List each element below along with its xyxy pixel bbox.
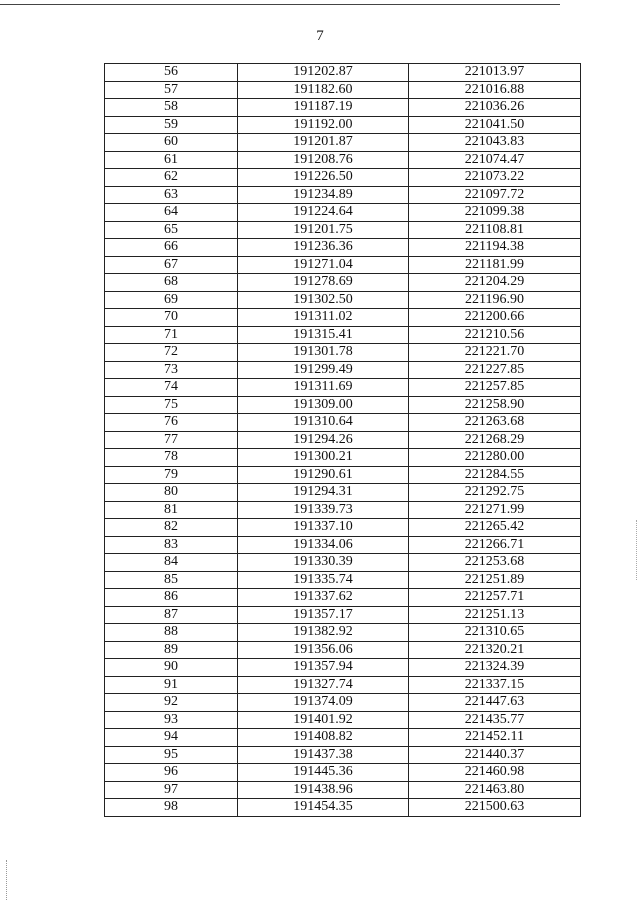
point-number-cell: 94 <box>105 729 238 747</box>
y-coordinate-cell: 221263.68 <box>409 414 581 432</box>
x-coordinate-cell: 191201.75 <box>238 221 409 239</box>
table-row <box>105 746 581 764</box>
x-coordinate-cell: 191201.87 <box>238 134 409 152</box>
y-coordinate-cell: 221500.63 <box>409 799 581 817</box>
point-number-cell: 65 <box>105 221 238 239</box>
y-coordinate-cell: 221320.21 <box>409 641 581 659</box>
y-coordinate-cell: 221227.85 <box>409 361 581 379</box>
point-number-cell: 89 <box>105 641 238 659</box>
point-number-cell: 77 <box>105 431 238 449</box>
x-coordinate-cell: 191401.92 <box>238 711 409 729</box>
table-row <box>105 711 581 729</box>
y-coordinate-cell: 221253.68 <box>409 554 581 572</box>
x-coordinate-cell: 191330.39 <box>238 554 409 572</box>
point-number-cell: 92 <box>105 694 238 712</box>
y-coordinate-cell: 221337.15 <box>409 676 581 694</box>
y-coordinate-cell: 221257.71 <box>409 589 581 607</box>
x-coordinate-cell: 191302.50 <box>238 291 409 309</box>
y-coordinate-cell: 221074.47 <box>409 151 581 169</box>
table-row <box>105 81 581 99</box>
table-row <box>105 519 581 537</box>
table-row <box>105 694 581 712</box>
point-number-cell: 61 <box>105 151 238 169</box>
y-coordinate-cell: 221097.72 <box>409 186 581 204</box>
margin-mark <box>6 860 8 900</box>
y-coordinate-cell: 221266.71 <box>409 536 581 554</box>
x-coordinate-cell: 191309.00 <box>238 396 409 414</box>
y-coordinate-cell: 221258.90 <box>409 396 581 414</box>
point-number-cell: 83 <box>105 536 238 554</box>
x-coordinate-cell: 191454.35 <box>238 799 409 817</box>
y-coordinate-cell: 221447.63 <box>409 694 581 712</box>
table-row <box>105 326 581 344</box>
table-row <box>105 659 581 677</box>
point-number-cell: 59 <box>105 116 238 134</box>
point-number-cell: 64 <box>105 204 238 222</box>
y-coordinate-cell: 221099.38 <box>409 204 581 222</box>
point-number-cell: 90 <box>105 659 238 677</box>
point-number-cell: 98 <box>105 799 238 817</box>
table-row <box>105 169 581 187</box>
table-row <box>105 501 581 519</box>
x-coordinate-cell: 191301.78 <box>238 344 409 362</box>
point-number-cell: 85 <box>105 571 238 589</box>
x-coordinate-cell: 191337.62 <box>238 589 409 607</box>
x-coordinate-cell: 191294.31 <box>238 484 409 502</box>
y-coordinate-cell: 221181.99 <box>409 256 581 274</box>
point-number-cell: 95 <box>105 746 238 764</box>
point-number-cell: 66 <box>105 239 238 257</box>
point-number-cell: 75 <box>105 396 238 414</box>
x-coordinate-cell: 191437.38 <box>238 746 409 764</box>
table-row <box>105 309 581 327</box>
table-row <box>105 134 581 152</box>
table-row <box>105 466 581 484</box>
table-row <box>105 291 581 309</box>
table-row <box>105 799 581 817</box>
y-coordinate-cell: 221292.75 <box>409 484 581 502</box>
point-number-cell: 93 <box>105 711 238 729</box>
table-row <box>105 116 581 134</box>
page-number: 7 <box>316 28 324 44</box>
y-coordinate-cell: 221036.26 <box>409 99 581 117</box>
point-number-cell: 57 <box>105 81 238 99</box>
table-row <box>105 431 581 449</box>
x-coordinate-cell: 191357.17 <box>238 606 409 624</box>
table-row <box>105 396 581 414</box>
point-number-cell: 79 <box>105 466 238 484</box>
y-coordinate-cell: 221463.80 <box>409 781 581 799</box>
point-number-cell: 67 <box>105 256 238 274</box>
y-coordinate-cell: 221108.81 <box>409 221 581 239</box>
x-coordinate-cell: 191311.69 <box>238 379 409 397</box>
table-row <box>105 344 581 362</box>
table-row <box>105 151 581 169</box>
point-number-cell: 88 <box>105 624 238 642</box>
point-number-cell: 86 <box>105 589 238 607</box>
x-coordinate-cell: 191311.02 <box>238 309 409 327</box>
x-coordinate-cell: 191335.74 <box>238 571 409 589</box>
table-row <box>105 361 581 379</box>
table-row <box>105 606 581 624</box>
x-coordinate-cell: 191300.21 <box>238 449 409 467</box>
y-coordinate-cell: 221210.56 <box>409 326 581 344</box>
point-number-cell: 71 <box>105 326 238 344</box>
y-coordinate-cell: 221073.22 <box>409 169 581 187</box>
x-coordinate-cell: 191357.94 <box>238 659 409 677</box>
table-row <box>105 221 581 239</box>
point-number-cell: 70 <box>105 309 238 327</box>
x-coordinate-cell: 191327.74 <box>238 676 409 694</box>
table-row <box>105 414 581 432</box>
point-number-cell: 96 <box>105 764 238 782</box>
y-coordinate-cell: 221280.00 <box>409 449 581 467</box>
point-number-cell: 69 <box>105 291 238 309</box>
x-coordinate-cell: 191224.64 <box>238 204 409 222</box>
y-coordinate-cell: 221041.50 <box>409 116 581 134</box>
point-number-cell: 72 <box>105 344 238 362</box>
x-coordinate-cell: 191208.76 <box>238 151 409 169</box>
x-coordinate-cell: 191337.10 <box>238 519 409 537</box>
margin-mark-right <box>636 520 638 580</box>
x-coordinate-cell: 191356.06 <box>238 641 409 659</box>
table-row <box>105 554 581 572</box>
x-coordinate-cell: 191310.64 <box>238 414 409 432</box>
y-coordinate-cell: 221284.55 <box>409 466 581 484</box>
x-coordinate-cell: 191294.26 <box>238 431 409 449</box>
table-row <box>105 764 581 782</box>
y-coordinate-cell: 221221.70 <box>409 344 581 362</box>
table-row <box>105 256 581 274</box>
table-row <box>105 186 581 204</box>
x-coordinate-cell: 191382.92 <box>238 624 409 642</box>
x-coordinate-cell: 191271.04 <box>238 256 409 274</box>
point-number-cell: 63 <box>105 186 238 204</box>
x-coordinate-cell: 191192.00 <box>238 116 409 134</box>
table-row <box>105 624 581 642</box>
y-coordinate-cell: 221016.88 <box>409 81 581 99</box>
table-row <box>105 99 581 117</box>
point-number-cell: 73 <box>105 361 238 379</box>
point-number-cell: 97 <box>105 781 238 799</box>
y-coordinate-cell: 221460.98 <box>409 764 581 782</box>
table-row <box>105 239 581 257</box>
y-coordinate-cell: 221324.39 <box>409 659 581 677</box>
point-number-cell: 58 <box>105 99 238 117</box>
table-row <box>105 64 581 82</box>
x-coordinate-cell: 191299.49 <box>238 361 409 379</box>
point-number-cell: 84 <box>105 554 238 572</box>
y-coordinate-cell: 221257.85 <box>409 379 581 397</box>
table-row <box>105 571 581 589</box>
x-coordinate-cell: 191374.09 <box>238 694 409 712</box>
x-coordinate-cell: 191187.19 <box>238 99 409 117</box>
y-coordinate-cell: 221265.42 <box>409 519 581 537</box>
y-coordinate-cell: 221251.13 <box>409 606 581 624</box>
x-coordinate-cell: 191202.87 <box>238 64 409 82</box>
table-row <box>105 379 581 397</box>
table-row <box>105 781 581 799</box>
x-coordinate-cell: 191182.60 <box>238 81 409 99</box>
y-coordinate-cell: 221043.83 <box>409 134 581 152</box>
coordinates-table <box>104 63 581 817</box>
point-number-cell: 60 <box>105 134 238 152</box>
point-number-cell: 76 <box>105 414 238 432</box>
x-coordinate-cell: 191278.69 <box>238 274 409 292</box>
y-coordinate-cell: 221013.97 <box>409 64 581 82</box>
y-coordinate-cell: 221251.89 <box>409 571 581 589</box>
x-coordinate-cell: 191445.36 <box>238 764 409 782</box>
x-coordinate-cell: 191408.82 <box>238 729 409 747</box>
y-coordinate-cell: 221271.99 <box>409 501 581 519</box>
point-number-cell: 74 <box>105 379 238 397</box>
x-coordinate-cell: 191290.61 <box>238 466 409 484</box>
table-row <box>105 676 581 694</box>
point-number-cell: 56 <box>105 64 238 82</box>
y-coordinate-cell: 221194.38 <box>409 239 581 257</box>
table-row <box>105 449 581 467</box>
y-coordinate-cell: 221435.77 <box>409 711 581 729</box>
y-coordinate-cell: 221452.11 <box>409 729 581 747</box>
table-row <box>105 274 581 292</box>
x-coordinate-cell: 191334.06 <box>238 536 409 554</box>
x-coordinate-cell: 191234.89 <box>238 186 409 204</box>
point-number-cell: 91 <box>105 676 238 694</box>
table-row <box>105 641 581 659</box>
point-number-cell: 62 <box>105 169 238 187</box>
x-coordinate-cell: 191339.73 <box>238 501 409 519</box>
x-coordinate-cell: 191438.96 <box>238 781 409 799</box>
table-row <box>105 589 581 607</box>
point-number-cell: 82 <box>105 519 238 537</box>
point-number-cell: 81 <box>105 501 238 519</box>
y-coordinate-cell: 221196.90 <box>409 291 581 309</box>
table-row <box>105 536 581 554</box>
table-body <box>105 64 581 817</box>
table-row <box>105 729 581 747</box>
x-coordinate-cell: 191226.50 <box>238 169 409 187</box>
point-number-cell: 80 <box>105 484 238 502</box>
x-coordinate-cell: 191236.36 <box>238 239 409 257</box>
point-number-cell: 78 <box>105 449 238 467</box>
y-coordinate-cell: 221200.66 <box>409 309 581 327</box>
x-coordinate-cell: 191315.41 <box>238 326 409 344</box>
table-row <box>105 204 581 222</box>
y-coordinate-cell: 221204.29 <box>409 274 581 292</box>
y-coordinate-cell: 221440.37 <box>409 746 581 764</box>
point-number-cell: 68 <box>105 274 238 292</box>
point-number-cell: 87 <box>105 606 238 624</box>
y-coordinate-cell: 221268.29 <box>409 431 581 449</box>
y-coordinate-cell: 221310.65 <box>409 624 581 642</box>
table-row <box>105 484 581 502</box>
top-rule <box>0 4 560 5</box>
